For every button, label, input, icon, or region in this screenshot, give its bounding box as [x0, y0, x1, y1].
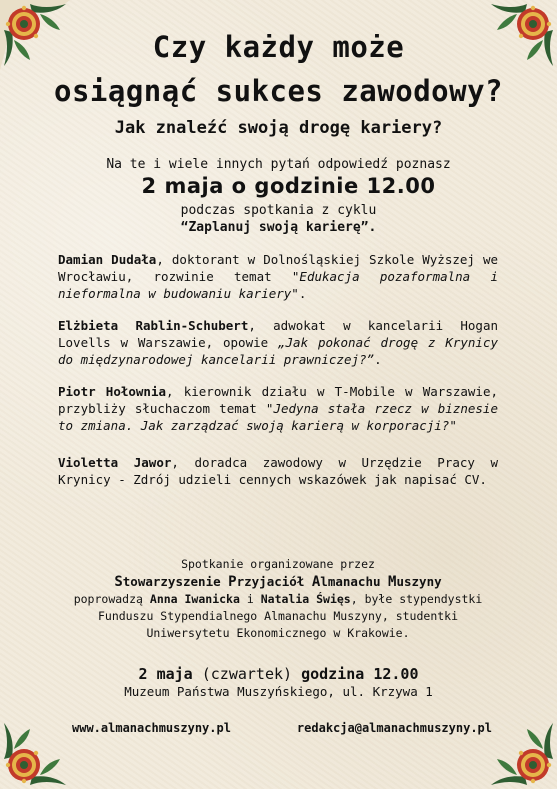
- event-location: Muzeum Państwa Muszyńskiego, ul. Krzywa 1: [124, 684, 433, 699]
- host-name: Natalia Święs: [260, 592, 351, 606]
- when-date: 2 maja: [138, 665, 193, 683]
- speaker-ending: .: [298, 286, 307, 301]
- organizer-section: [58, 556, 498, 642]
- speaker-description: , doktorant w Dolnośląskiej Szkole Wyższej we Wrocławiu, rozwinie temat: [58, 252, 498, 284]
- speaker-name: Violetta Jawor: [58, 455, 172, 470]
- organizer-word: rzyjaciół: [236, 574, 305, 589]
- cycle-name: “Zaplanuj swoją karierę”.: [180, 220, 377, 235]
- organizer-initial: S: [114, 574, 123, 590]
- contact-links: [72, 721, 492, 735]
- speaker-topic: „Jak pokonać drogę z Krynicy do międzynarodowej kancelarii prawniczej?”: [58, 335, 498, 367]
- hosts-prefix: poprowadzą: [73, 592, 143, 606]
- organizer-intro: Spotkanie organizowane przez: [181, 557, 375, 571]
- subtitle: Jak znaleźć swoją drogę kariery?: [114, 118, 443, 138]
- speaker-topic: "Jedyna stała rzecz w biznesie to zmiana. Jak zarządzać swoją karierą w korporacji?": [58, 401, 498, 433]
- speaker-name: Damian Dudała: [58, 252, 157, 267]
- email-link[interactable]: redakcja@almanachmuszyny.pl: [296, 721, 492, 735]
- title-line-1: Czy każdy może: [152, 30, 405, 64]
- speaker-description: , doradca zawodowy w Urzędzie Pracy w Krynicy - Zdrój udzieli cennych wskazówek jak napisać CV.: [58, 455, 498, 487]
- speaker-name: Piotr Hołownia: [58, 384, 167, 399]
- organizer-word: towarzyszenie: [122, 574, 221, 589]
- speaker-description: , kierownik działu w T-Mobile w Warszawie, przybliży słuchaczom temat: [58, 384, 499, 416]
- speaker-ending: .: [374, 352, 382, 367]
- cycle-intro: podczas spotkania z cyklu: [180, 203, 377, 218]
- speaker-item: [58, 383, 498, 434]
- organizer-initial: A: [311, 574, 321, 590]
- speaker-item: [58, 454, 498, 488]
- hosts-description: , byłe stypendystki Funduszu Stypendialnego Almanachu Muszyny, studentki Uniwersytetu Ekonomicznego w Krakowie.: [97, 592, 483, 640]
- hosts-text: [58, 591, 498, 642]
- intro-text: Na te i wiele innych pytań odpowiedź poznasz: [106, 157, 451, 172]
- website-link[interactable]: www.almanachmuszyny.pl: [72, 721, 231, 735]
- speakers-list: [58, 251, 498, 503]
- speaker-topic: "Edukacja pozaformalna i nieformalna w budowaniu kariery": [58, 269, 498, 301]
- title-line-2: osiągnąć sukces zawodowy?: [54, 74, 503, 108]
- event-when: [0, 665, 557, 683]
- event-datetime: 2 maja o godzinie 12.00: [141, 174, 436, 198]
- when-time: godzina 12.00: [301, 665, 419, 683]
- organizer-initial: P: [228, 574, 237, 590]
- speaker-name: Elżbieta Rablin-Schubert: [58, 318, 249, 333]
- speaker-item: [58, 317, 498, 368]
- folk-flower-ornament-icon: [487, 719, 557, 789]
- speaker-item: [58, 251, 498, 302]
- organizer-name: [58, 573, 498, 591]
- organizer-word: uszyny: [396, 574, 442, 589]
- speaker-description: , adwokat w kancelarii Hogan Lovells w Warszawie, opowie: [58, 318, 499, 350]
- host-name: Anna Iwanicka: [149, 592, 240, 606]
- hosts-and: i: [246, 592, 254, 606]
- folk-flower-ornament-icon: [0, 719, 70, 789]
- organizer-initial: M: [388, 574, 397, 590]
- organizer-word: lmanachu: [320, 574, 381, 589]
- when-day: (czwartek): [201, 665, 293, 683]
